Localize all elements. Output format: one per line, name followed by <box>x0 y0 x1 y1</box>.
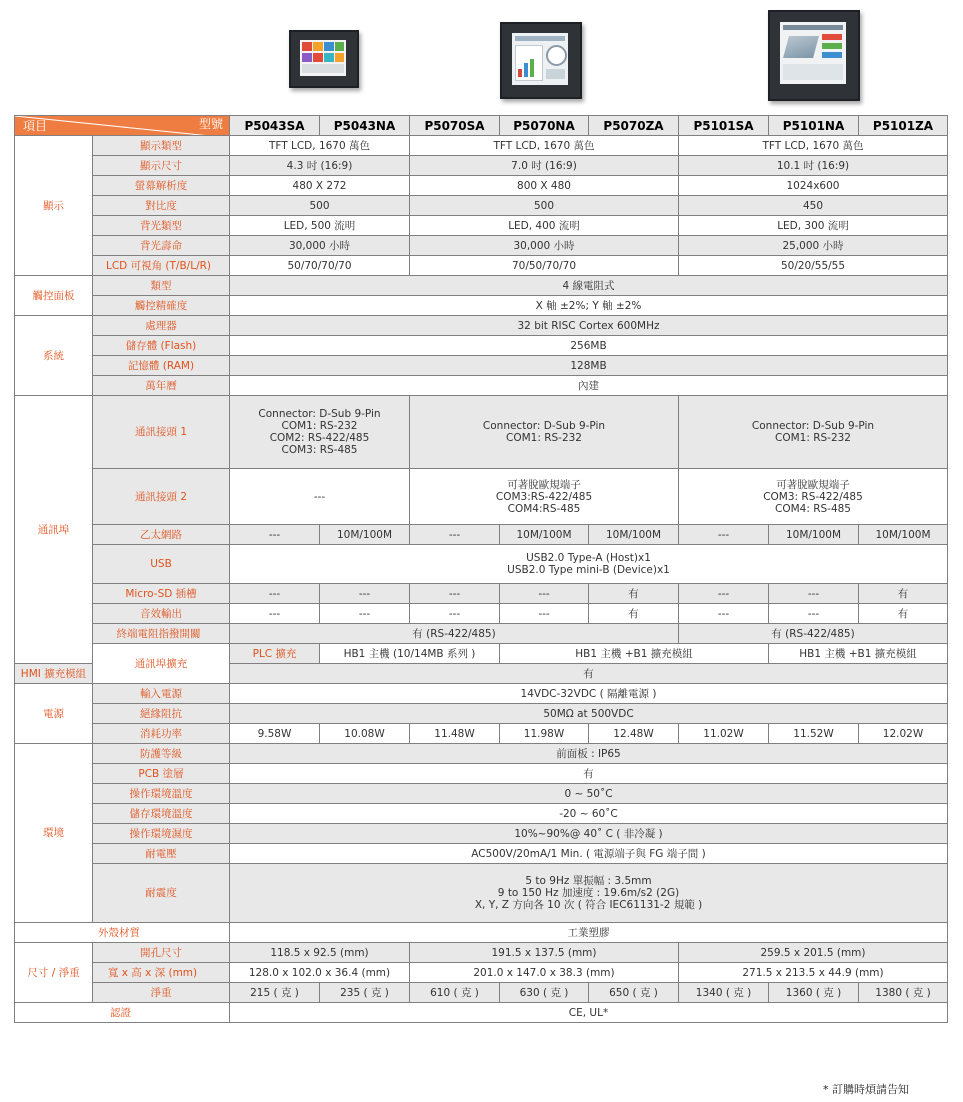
cell: 工業塑膠 <box>230 923 948 943</box>
category-env: 環境 <box>15 744 93 923</box>
row-label: 觸控精確度 <box>93 296 230 316</box>
spec-row <box>15 545 948 584</box>
cell-line: Connector: D-Sub 9-Pin <box>482 420 606 432</box>
spec-row <box>15 236 948 256</box>
cell: 10%~90%@ 40˚ C ( 非冷凝 ) <box>230 824 948 844</box>
spec-row <box>15 983 948 1003</box>
cell: 25,000 小時 <box>679 236 948 256</box>
cell: X 軸 ±2%; Y 軸 ±2% <box>230 296 948 316</box>
cell: TFT LCD, 1670 萬色 <box>410 136 679 156</box>
cell: 11.48W <box>410 724 500 744</box>
cell: --- <box>500 584 589 604</box>
cell: 4 線電阻式 <box>230 276 948 296</box>
cell: 30,000 小時 <box>230 236 410 256</box>
cell: 256MB <box>230 336 948 356</box>
spec-row <box>15 963 948 983</box>
cell <box>230 864 948 923</box>
product-image-p5101 <box>768 10 860 101</box>
row-label: 終端電阻指撥開關 <box>93 624 230 644</box>
cell: 9.58W <box>230 724 320 744</box>
cell <box>679 469 948 525</box>
cell: 有 <box>230 664 948 684</box>
spec-row <box>15 804 948 824</box>
cell: 128MB <box>230 356 948 376</box>
cell: 11.52W <box>769 724 859 744</box>
spec-table <box>14 115 948 1023</box>
cell: 1360 ( 克 ) <box>769 983 859 1003</box>
row-label: 消耗功率 <box>93 724 230 744</box>
category-comm: 通訊埠 <box>15 396 93 664</box>
cell-line: USB2.0 Type mini-B (Device)x1 <box>507 564 670 576</box>
cell: --- <box>410 525 500 545</box>
header-corner <box>15 116 230 136</box>
cell: 1024x600 <box>679 176 948 196</box>
row-label: 通訊接頭 2 <box>93 469 230 525</box>
cell-line: COM1: RS-232 <box>774 432 851 444</box>
cell: --- <box>769 584 859 604</box>
cell: LED, 400 流明 <box>410 216 679 236</box>
spec-row <box>15 943 948 963</box>
row-label: 操作環境濕度 <box>93 824 230 844</box>
row-label: 乙太網路 <box>93 525 230 545</box>
product-image-p5043 <box>289 30 359 88</box>
cell: 50/20/55/55 <box>679 256 948 276</box>
spec-row <box>15 376 948 396</box>
row-label: HMI 擴充模組 <box>15 664 93 684</box>
spec-row <box>15 824 948 844</box>
cell <box>230 396 410 469</box>
cell: 0 ~ 50˚C <box>230 784 948 804</box>
cell <box>410 396 679 469</box>
cell: LED, 500 流明 <box>230 216 410 236</box>
cell: --- <box>230 584 320 604</box>
spec-row <box>15 525 948 545</box>
cell: --- <box>500 604 589 624</box>
spec-row <box>15 764 948 784</box>
cell: --- <box>679 525 769 545</box>
spec-row <box>15 864 948 923</box>
product-image-p5070 <box>500 22 582 99</box>
spec-row <box>15 684 948 704</box>
row-label: 對比度 <box>93 196 230 216</box>
model-header: P5101ZA <box>859 116 948 136</box>
cell: 7.0 吋 (16:9) <box>410 156 679 176</box>
cert-label: 認證 <box>15 1003 230 1023</box>
spec-row <box>15 844 948 864</box>
cell: 12.02W <box>859 724 948 744</box>
cell: 500 <box>230 196 410 216</box>
cell: 14VDC-32VDC ( 隔離電源 ) <box>230 684 948 704</box>
diagonal-line <box>15 116 230 136</box>
cell <box>679 396 948 469</box>
spec-row <box>15 396 948 469</box>
cell-line: X, Y, Z 方向各 10 次 ( 符合 IEC61131-2 規範 ) <box>474 899 703 911</box>
model-header: P5043SA <box>230 116 320 136</box>
cell-line: COM3: RS-422/485 <box>763 490 863 503</box>
cell: 50/70/70/70 <box>230 256 410 276</box>
cell: --- <box>769 604 859 624</box>
category-dims: 尺寸 / 淨重 <box>15 943 93 1003</box>
row-label: LCD 可視角 (T/B/L/R) <box>93 256 230 276</box>
row-label: 螢幕解析度 <box>93 176 230 196</box>
cell: 10M/100M <box>589 525 679 545</box>
category-power: 電源 <box>15 684 93 744</box>
cell-line: 9 to 150 Hz 加速度 : 19.6m/s2 (2G) <box>497 887 680 899</box>
row-label: 淨重 <box>93 983 230 1003</box>
row-label: 絕緣阻抗 <box>93 704 230 724</box>
cell-line: USB2.0 Type-A (Host)x1 <box>526 552 651 564</box>
cell: 500 <box>410 196 679 216</box>
row-label: 操作環境溫度 <box>93 784 230 804</box>
row-label: 顯示類型 <box>93 136 230 156</box>
cell: 450 <box>679 196 948 216</box>
cell: 259.5 x 201.5 (mm) <box>679 943 948 963</box>
header-row <box>15 116 948 136</box>
cell: --- <box>230 604 320 624</box>
cell: 10M/100M <box>320 525 410 545</box>
row-label: 音效輸出 <box>93 604 230 624</box>
spec-row <box>15 784 948 804</box>
cell: 12.48W <box>589 724 679 744</box>
cell <box>410 469 679 525</box>
row-label: USB <box>93 545 230 584</box>
cell: 630 ( 克 ) <box>500 983 589 1003</box>
cell: 有 <box>230 764 948 784</box>
cell-line: COM4:RS-485 <box>507 502 581 515</box>
cell: 128.0 x 102.0 x 36.4 (mm) <box>230 963 410 983</box>
spec-row <box>15 316 948 336</box>
cell: --- <box>679 584 769 604</box>
cell: 10.08W <box>320 724 410 744</box>
row-label: 處理器 <box>93 316 230 336</box>
row-label: 通訊接頭 1 <box>93 396 230 469</box>
row-label: 耐震度 <box>93 864 230 923</box>
cell <box>230 469 410 525</box>
model-header: P5070ZA <box>589 116 679 136</box>
row-label: 耐電壓 <box>93 844 230 864</box>
category-touch: 觸控面板 <box>15 276 93 316</box>
spec-row <box>15 156 948 176</box>
row-label: 寬 x 高 x 深 (mm) <box>93 963 230 983</box>
spec-row <box>15 196 948 216</box>
spec-row <box>15 923 948 943</box>
cell: 11.02W <box>679 724 769 744</box>
spec-row <box>15 644 948 664</box>
spec-row <box>15 744 948 764</box>
cell: HB1 主機 +B1 擴充模組 <box>500 644 769 664</box>
cell: --- <box>320 604 410 624</box>
spec-row <box>15 296 948 316</box>
row-label: 類型 <box>93 276 230 296</box>
row-label: 顯示尺寸 <box>93 156 230 176</box>
spec-row <box>15 724 948 744</box>
cell: 215 ( 克 ) <box>230 983 320 1003</box>
spec-row <box>15 336 948 356</box>
cell: HB1 主機 +B1 擴充模組 <box>769 644 948 664</box>
cell: CE, UL* <box>230 1003 948 1023</box>
row-label: 開孔尺寸 <box>93 943 230 963</box>
model-header: P5043NA <box>320 116 410 136</box>
cell: 201.0 x 147.0 x 38.3 (mm) <box>410 963 679 983</box>
cell: 70/50/70/70 <box>410 256 679 276</box>
spec-row <box>15 276 948 296</box>
spec-row <box>15 704 948 724</box>
cell: 4.3 吋 (16:9) <box>230 156 410 176</box>
cell-line: Connector: D-Sub 9-Pin <box>258 408 381 420</box>
cell: 有 (RS-422/485) <box>679 624 948 644</box>
spec-row <box>15 176 948 196</box>
cell: 50MΩ at 500VDC <box>230 704 948 724</box>
row-label: 輸入電源 <box>93 684 230 704</box>
cell: 650 ( 克 ) <box>589 983 679 1003</box>
cell-line: COM4: RS-485 <box>774 502 851 515</box>
cell: 10M/100M <box>500 525 589 545</box>
cell: 800 X 480 <box>410 176 679 196</box>
cell: --- <box>230 525 320 545</box>
model-header: P5101SA <box>679 116 769 136</box>
header-model: 型號 <box>198 117 223 131</box>
header-item: 項目 <box>23 119 48 133</box>
row-label: 背光壽命 <box>93 236 230 256</box>
cell: --- <box>410 584 500 604</box>
cell-line: 可著脫歐規端子 <box>507 478 581 491</box>
cell: 有 (RS-422/485) <box>230 624 679 644</box>
row-label: 記憶體 (RAM) <box>93 356 230 376</box>
cell: 10.1 吋 (16:9) <box>679 156 948 176</box>
spec-row <box>15 604 948 624</box>
cell: 1340 ( 克 ) <box>679 983 769 1003</box>
cell: 235 ( 克 ) <box>320 983 410 1003</box>
category-display: 顯示 <box>15 136 93 276</box>
cell: 191.5 x 137.5 (mm) <box>410 943 679 963</box>
cell-line: Connector: D-Sub 9-Pin <box>751 420 875 432</box>
category-system: 系統 <box>15 316 93 396</box>
cell: 610 ( 克 ) <box>410 983 500 1003</box>
cell: 11.98W <box>500 724 589 744</box>
cell: AC500V/20mA/1 Min. ( 電源端子與 FG 端子間 ) <box>230 844 948 864</box>
cell: 480 X 272 <box>230 176 410 196</box>
spec-row <box>15 356 948 376</box>
cell: 有 <box>589 604 679 624</box>
cell-line: 5 to 9Hz 單振幅 : 3.5mm <box>525 875 652 887</box>
row-label: 萬年曆 <box>93 376 230 396</box>
cell-line: COM3:RS-422/485 <box>495 490 593 503</box>
cell-line: COM1: RS-232 <box>281 420 358 432</box>
spec-row <box>15 1003 948 1023</box>
cell: 10M/100M <box>859 525 948 545</box>
cell: --- <box>410 604 500 624</box>
spec-row <box>15 216 948 236</box>
footnote: * 訂購時煩請告知 <box>823 1083 909 1096</box>
cell: 前面板 : IP65 <box>230 744 948 764</box>
model-header: P5101NA <box>769 116 859 136</box>
cell: -20 ~ 60˚C <box>230 804 948 824</box>
cell: --- <box>679 604 769 624</box>
cell: 30,000 小時 <box>410 236 679 256</box>
spec-row <box>15 256 948 276</box>
cell: 10M/100M <box>769 525 859 545</box>
cell-line: COM1: RS-232 <box>505 432 582 444</box>
product-images <box>0 0 963 110</box>
cell: 內建 <box>230 376 948 396</box>
spec-row <box>15 624 948 644</box>
row-label: 防護等級 <box>93 744 230 764</box>
row-label: 背光類型 <box>93 216 230 236</box>
cell: 118.5 x 92.5 (mm) <box>230 943 410 963</box>
cell: 有 <box>589 584 679 604</box>
category-expand: 通訊埠擴充 <box>93 644 230 684</box>
cell: LED, 300 流明 <box>679 216 948 236</box>
spec-row <box>15 469 948 525</box>
cell: TFT LCD, 1670 萬色 <box>679 136 948 156</box>
cell: TFT LCD, 1670 萬色 <box>230 136 410 156</box>
cell: --- <box>320 584 410 604</box>
cell: 有 <box>859 584 948 604</box>
housing-label: 外殼材質 <box>15 923 230 943</box>
cell: 有 <box>859 604 948 624</box>
spec-row <box>15 584 948 604</box>
cell: HB1 主機 (10/14MB 系列 ) <box>320 644 500 664</box>
cell-line: --- <box>313 490 326 503</box>
row-label: 儲存環境溫度 <box>93 804 230 824</box>
cell-line: COM2: RS-422/485 <box>269 432 370 444</box>
row-label: PLC 擴充 <box>230 644 320 664</box>
spec-row <box>15 136 948 156</box>
row-label: PCB 塗層 <box>93 764 230 784</box>
row-label: Micro-SD 插槽 <box>93 584 230 604</box>
model-header: P5070NA <box>500 116 589 136</box>
cell: 1380 ( 克 ) <box>859 983 948 1003</box>
cell-line: 可著脫歐規端子 <box>776 478 850 491</box>
cell-line: COM3: RS-485 <box>281 444 358 456</box>
model-header: P5070SA <box>410 116 500 136</box>
cell: 271.5 x 213.5 x 44.9 (mm) <box>679 963 948 983</box>
row-label: 儲存體 (Flash) <box>93 336 230 356</box>
cell: 32 bit RISC Cortex 600MHz <box>230 316 948 336</box>
cell <box>230 545 948 584</box>
